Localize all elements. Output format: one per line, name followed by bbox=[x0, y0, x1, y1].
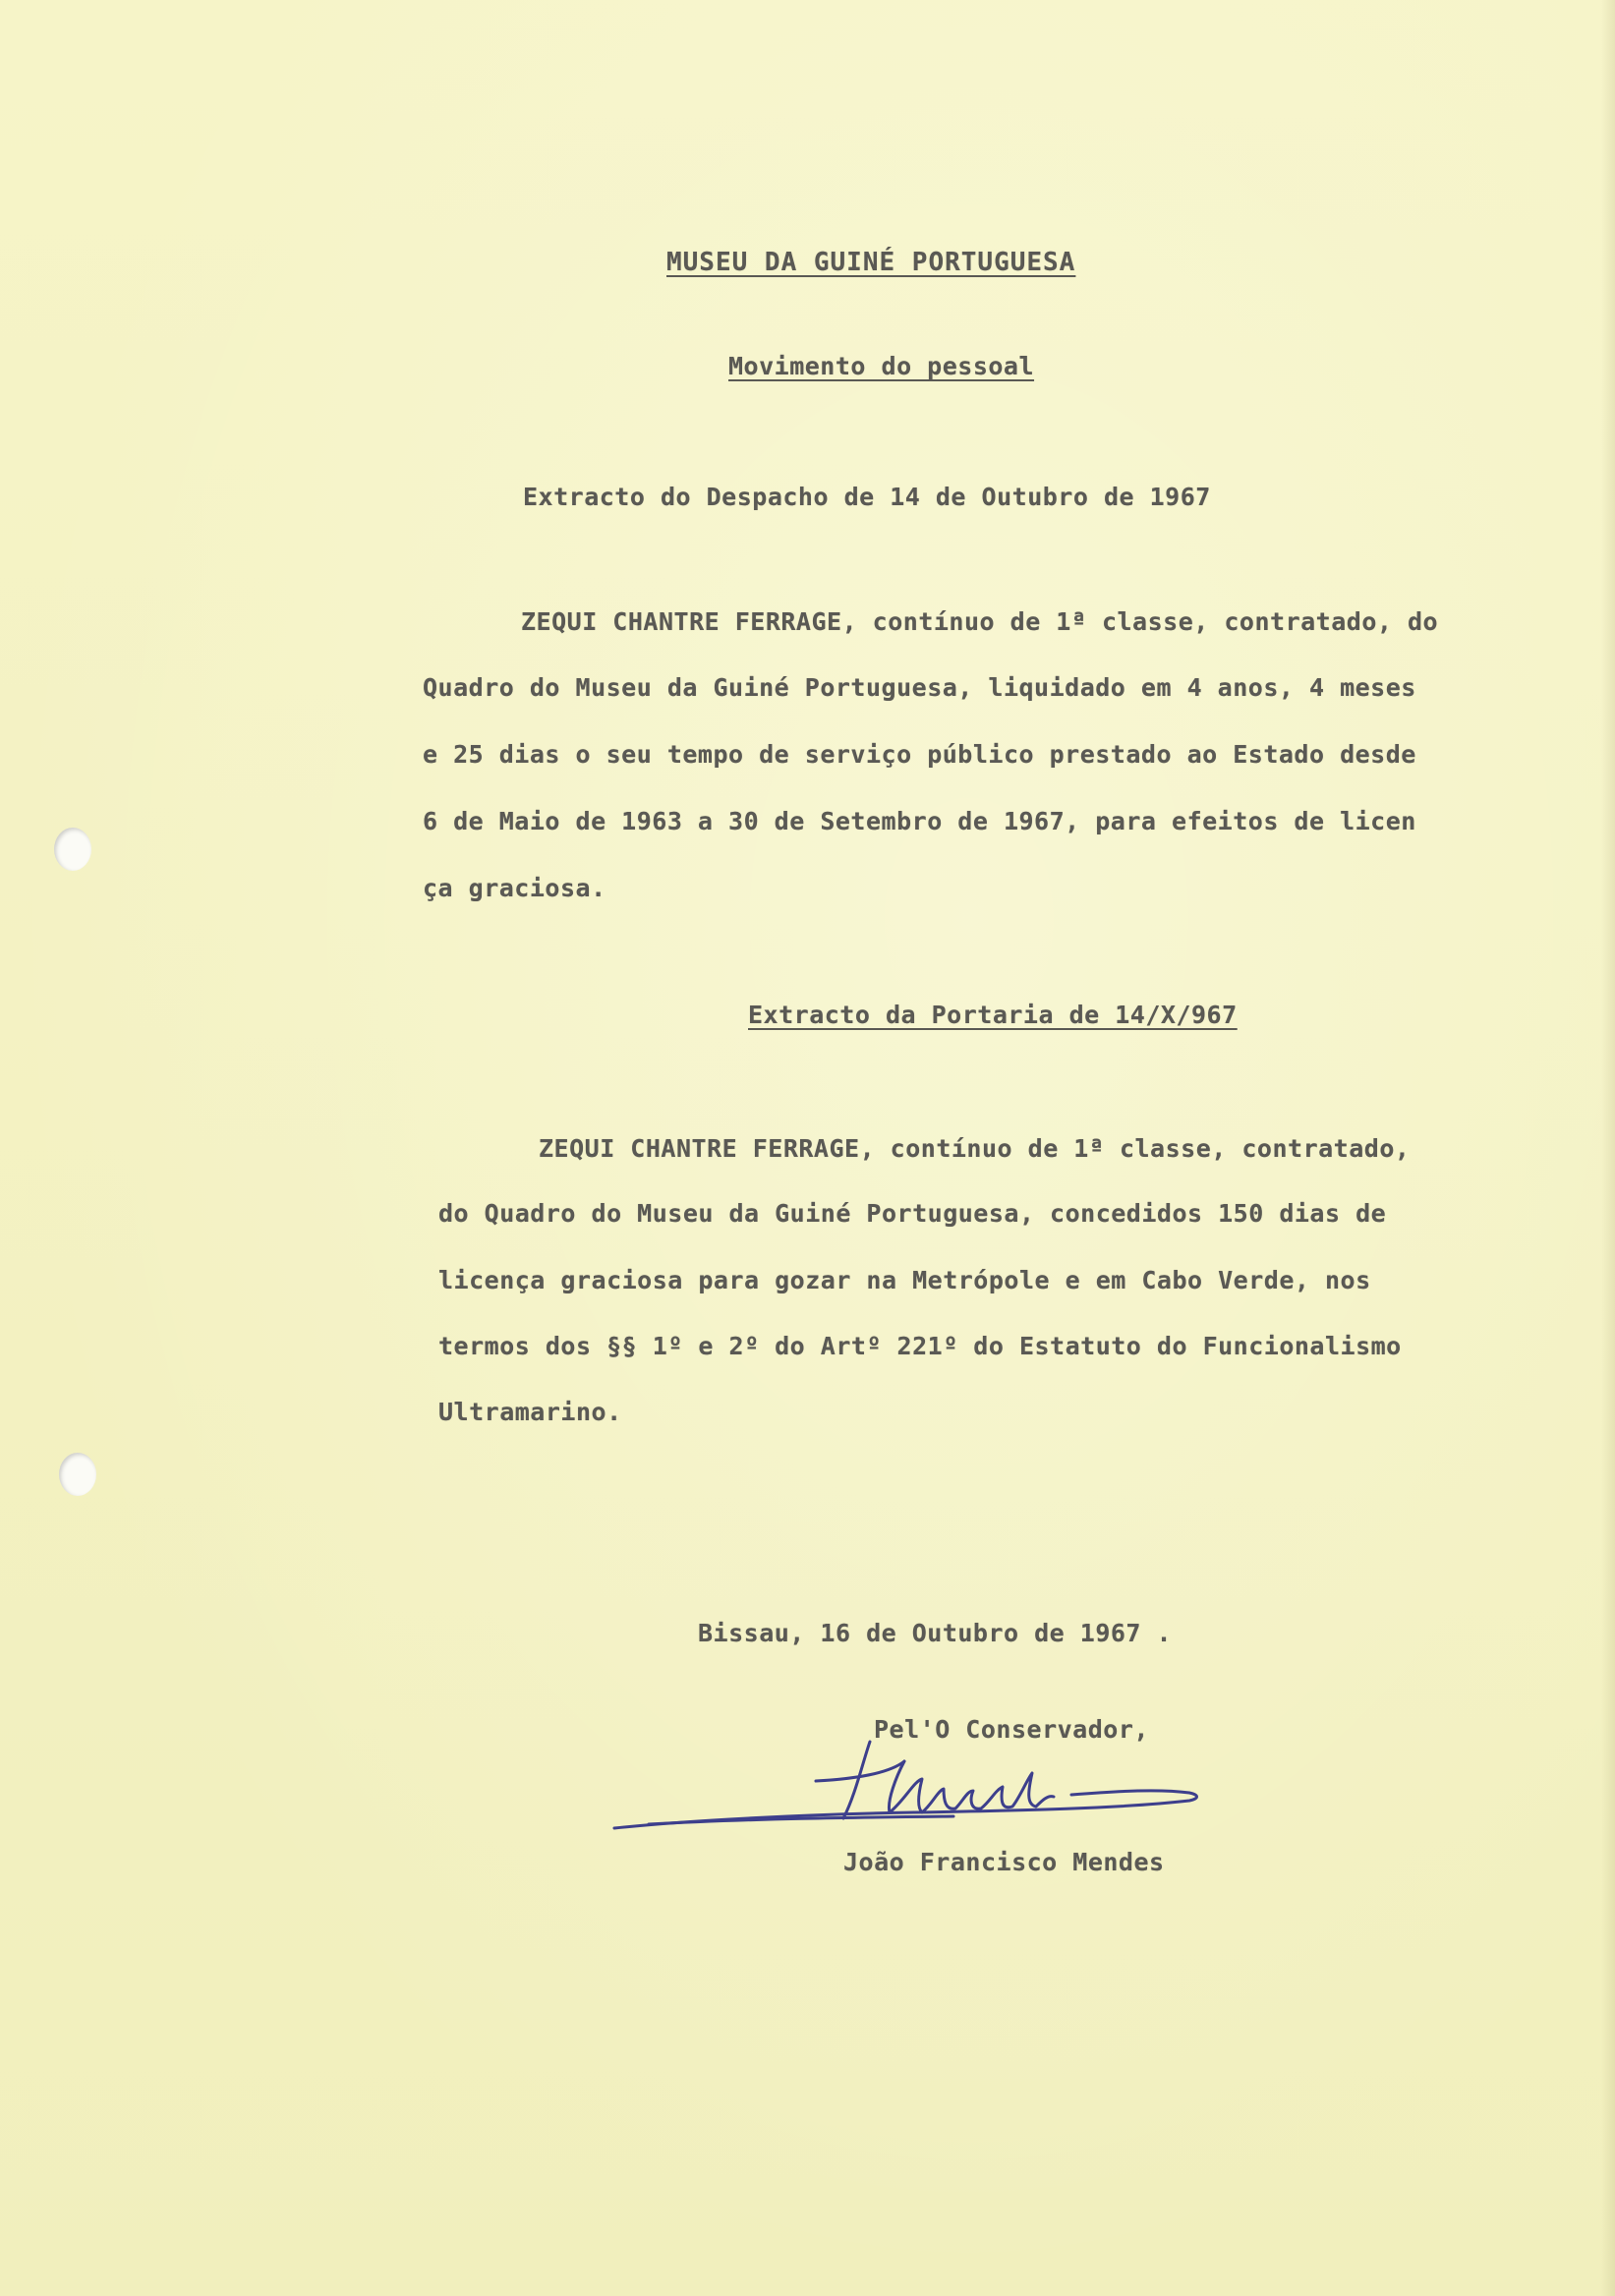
paragraph-line: do Quadro do Museu da Guiné Portuguesa, concedidos 150 dias de bbox=[438, 1199, 1387, 1228]
paragraph-line: Quadro do Museu da Guiné Portuguesa, liquidado em 4 anos, 4 meses bbox=[423, 673, 1416, 702]
paragraph-line: e 25 dias o seu tempo de serviço público prestado ao Estado desde bbox=[423, 740, 1416, 769]
paper-edge-shadow bbox=[1601, 0, 1615, 2296]
signatory-name: João Francisco Mendes bbox=[843, 1848, 1165, 1876]
paragraph-line: termos dos §§ 1º e 2º do Artº 221º do Estatuto do Funcionalismo bbox=[438, 1332, 1402, 1360]
signatory-role: Pel'O Conservador, bbox=[874, 1715, 1149, 1744]
paragraph-line: ZEQUI CHANTRE FERRAGE, contínuo de 1ª classe, contratado, do bbox=[521, 607, 1439, 636]
punch-hole-bottom bbox=[59, 1453, 96, 1496]
handwritten-signature bbox=[609, 1722, 1209, 1840]
paragraph-line: 6 de Maio de 1963 a 30 de Setembro de 1967, para efeitos de licen bbox=[423, 807, 1416, 835]
place-and-date: Bissau, 16 de Outubro de 1967 . bbox=[698, 1619, 1173, 1647]
paragraph-line: ça graciosa. bbox=[423, 874, 606, 902]
document-subtitle: Movimento do pessoal bbox=[728, 352, 1035, 380]
paragraph-line: ZEQUI CHANTRE FERRAGE, contínuo de 1ª classe, contratado, bbox=[539, 1134, 1411, 1163]
punch-hole-top bbox=[54, 828, 91, 871]
despacho-heading: Extracto do Despacho de 14 de Outubro de 1967 bbox=[523, 483, 1211, 511]
paragraph-line: licença graciosa para gozar na Metrópole e em Cabo Verde, nos bbox=[438, 1266, 1371, 1294]
portaria-heading: Extracto da Portaria de 14/X/967 bbox=[748, 1001, 1238, 1029]
paragraph-line: Ultramarino. bbox=[438, 1398, 622, 1426]
document-title: MUSEU DA GUINÉ PORTUGUESA bbox=[666, 248, 1076, 277]
